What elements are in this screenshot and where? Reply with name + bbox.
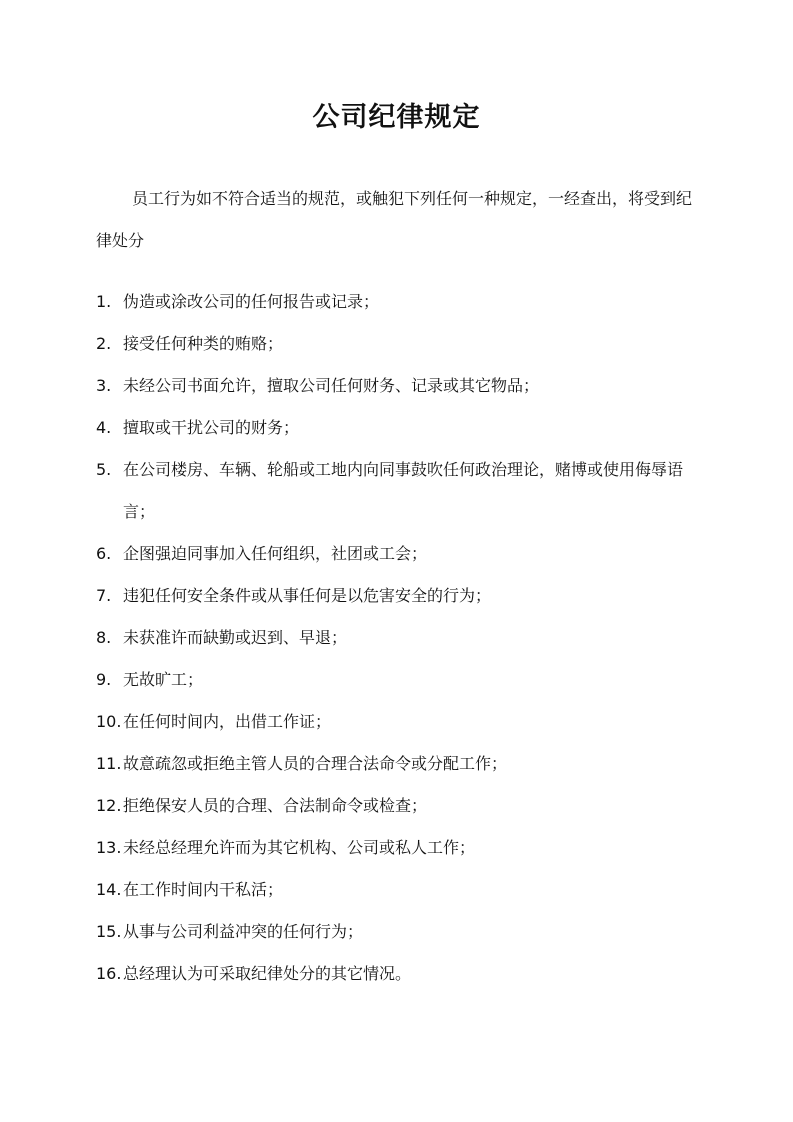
item-text: 未经总经理允许而为其它机构、公司或私人工作； — [123, 838, 476, 857]
item-text: 未获准许而缺勤或迟到、早退； — [123, 628, 348, 647]
list-item — [96, 617, 706, 659]
item-number: 7. — [96, 586, 112, 605]
item-number: 2. — [96, 334, 112, 353]
item-text: 总经理认为可采取纪律处分的其它情况。 — [123, 964, 412, 983]
item-number: 12. — [96, 796, 122, 815]
item-text: 在公司楼房、车辆、轮船或工地内向同事鼓吹任何政治理论，赌博或使用侮辱语言； — [123, 460, 684, 521]
item-text: 接受任何种类的贿赂； — [123, 334, 284, 353]
item-number: 11. — [96, 754, 122, 773]
item-text: 未经公司书面允许，擅取公司任何财务、记录或其它物品； — [123, 376, 540, 395]
list-item — [96, 953, 706, 995]
rules-list — [96, 281, 706, 995]
list-item — [96, 659, 706, 701]
list-item — [96, 575, 706, 617]
item-number: 1. — [96, 292, 112, 311]
list-item — [96, 701, 706, 743]
item-text: 企图强迫同事加入任何组织，社团或工会； — [123, 544, 428, 563]
item-text: 伪造或涂改公司的任何报告或记录； — [123, 292, 380, 311]
list-item — [96, 743, 706, 785]
item-text: 在任何时间内，出借工作证； — [123, 712, 332, 731]
list-item — [96, 785, 706, 827]
list-item — [96, 323, 706, 365]
item-text: 故意疏忽或拒绝主管人员的合理合法命令或分配工作； — [123, 754, 508, 773]
list-item — [96, 911, 706, 953]
item-number: 3. — [96, 376, 112, 395]
list-item — [96, 449, 706, 533]
list-item — [96, 533, 706, 575]
item-text: 拒绝保安人员的合理、合法制命令或检查； — [123, 796, 428, 815]
item-text: 从事与公司利益冲突的任何行为； — [123, 922, 364, 941]
item-number: 6. — [96, 544, 112, 563]
intro-paragraph: 员工行为如不符合适当的规范，或触犯下列任何一种规定，一经查出，将受到纪律处分 — [96, 189, 693, 250]
item-text: 在工作时间内干私活； — [123, 880, 284, 899]
item-number: 16. — [96, 964, 122, 983]
item-number: 13. — [96, 838, 122, 857]
item-number: 5. — [96, 460, 112, 479]
item-number: 9. — [96, 670, 112, 689]
list-item — [96, 827, 706, 869]
item-number: 15. — [96, 922, 122, 941]
document-title: 公司纪律规定 — [312, 102, 481, 133]
item-text: 违犯任何安全条件或从事任何是以危害安全的行为； — [123, 586, 492, 605]
item-number: 10. — [96, 712, 122, 731]
list-item — [96, 407, 706, 449]
list-item — [96, 281, 706, 323]
item-number: 14. — [96, 880, 122, 899]
item-text: 擅取或干扰公司的财务； — [123, 418, 300, 437]
item-text: 无故旷工； — [123, 670, 204, 689]
list-item — [96, 869, 706, 911]
list-item — [96, 365, 706, 407]
item-number: 4. — [96, 418, 112, 437]
item-number: 8. — [96, 628, 112, 647]
